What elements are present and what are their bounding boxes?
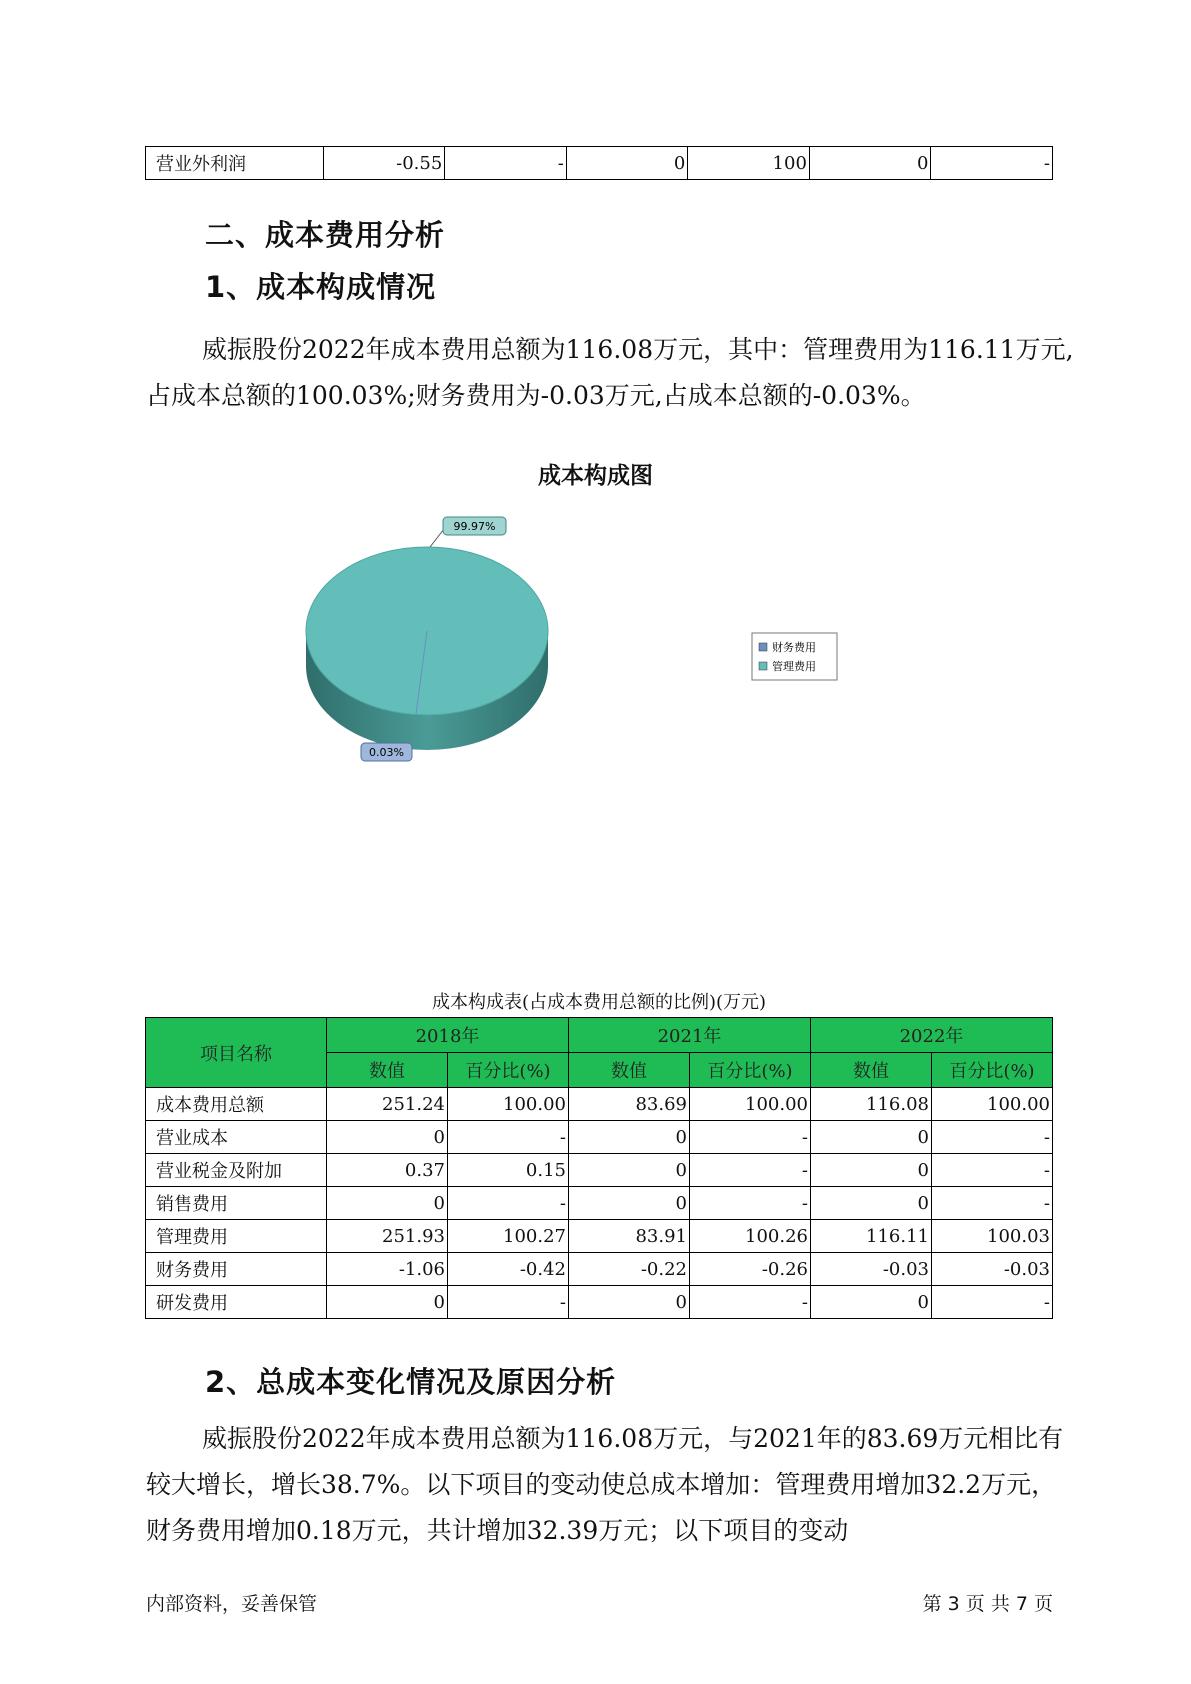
table-row [146, 1220, 1053, 1253]
row-name: 营业外利润 [146, 147, 324, 180]
table-row [146, 1253, 1053, 1286]
cell: - [690, 1286, 811, 1319]
header-year: 2021年 [569, 1018, 811, 1053]
paragraph-2: 威振股份2022年成本费用总额为116.08万元，与2021年的83.69万元相比有较大增长，增长38.7%。以下项目的变动使总成本增加：管理费用增加32.2万元，财务费用增加0.18万元，共计增加32.39万元；以下项目的变动 [146, 1424, 1064, 1545]
header-percent: 百分比(%) [448, 1053, 569, 1088]
cell: 0 [566, 147, 688, 180]
data-label-text: 99.97% [453, 520, 496, 533]
cell: -0.22 [569, 1253, 690, 1286]
row-name: 营业成本 [146, 1121, 327, 1154]
cell: 100.00 [932, 1088, 1053, 1121]
header-value: 数值 [569, 1053, 690, 1088]
cell: 0 [327, 1187, 448, 1220]
header-value: 数值 [811, 1053, 932, 1088]
cell: 0 [569, 1154, 690, 1187]
data-label-text: 0.03% [369, 746, 404, 759]
legend-swatch [759, 643, 767, 651]
cell: 0 [811, 1154, 932, 1187]
table-header-row [146, 1018, 1053, 1053]
header-year: 2018年 [327, 1018, 569, 1053]
cell: -0.26 [690, 1253, 811, 1286]
cell: - [932, 1121, 1053, 1154]
cell: 116.11 [811, 1220, 932, 1253]
cell: 100.00 [448, 1088, 569, 1121]
legend-label: 管理费用 [772, 660, 816, 673]
cell: -0.42 [448, 1253, 569, 1286]
cell: - [932, 1154, 1053, 1187]
table-row [146, 147, 1053, 180]
cell: - [931, 147, 1053, 180]
cell: - [448, 1121, 569, 1154]
cell: 0 [809, 147, 931, 180]
cell: 0 [569, 1121, 690, 1154]
row-name: 营业税金及附加 [146, 1154, 327, 1187]
subsection-title-1: 1、成本构成情况 [205, 270, 437, 304]
header-item-name: 项目名称 [146, 1018, 327, 1088]
section-title: 二、成本费用分析 [205, 218, 446, 252]
cell: - [690, 1154, 811, 1187]
cell: 0 [811, 1187, 932, 1220]
chart-legend [752, 633, 837, 680]
cell: 0 [569, 1187, 690, 1220]
cell: 0.15 [448, 1154, 569, 1187]
data-label-finance [361, 743, 412, 761]
cell: -0.55 [323, 147, 445, 180]
cell: 0 [811, 1286, 932, 1319]
cell: 100.03 [932, 1220, 1053, 1253]
table-caption: 成本构成表(占成本费用总额的比例)(万元) [431, 992, 767, 1013]
row-name: 销售费用 [146, 1187, 327, 1220]
header-percent: 百分比(%) [932, 1053, 1053, 1088]
cell: - [448, 1187, 569, 1220]
footer-confidential: 内部资料，妥善保管 [146, 1593, 318, 1615]
cell: -0.03 [932, 1253, 1053, 1286]
table-row [146, 1187, 1053, 1220]
row-name: 财务费用 [146, 1253, 327, 1286]
cell: -1.06 [327, 1253, 448, 1286]
legend-swatch [759, 662, 767, 670]
table-row [146, 1154, 1053, 1187]
cell: 0.37 [327, 1154, 448, 1187]
cell: - [448, 1286, 569, 1319]
top-table [145, 146, 1053, 180]
cell: 100.26 [690, 1220, 811, 1253]
data-label-management [443, 517, 506, 535]
table-row [146, 1088, 1053, 1121]
cell: 116.08 [811, 1088, 932, 1121]
cell: 0 [327, 1286, 448, 1319]
leader-line [430, 529, 444, 547]
cell: -0.03 [811, 1253, 932, 1286]
cell: 83.91 [569, 1220, 690, 1253]
cell: - [690, 1187, 811, 1220]
subsection-title-2: 2、总成本变化情况及原因分析 [205, 1365, 617, 1399]
cell: 0 [569, 1286, 690, 1319]
table-row [146, 1286, 1053, 1319]
cell: - [932, 1187, 1053, 1220]
paragraph-1: 威振股份2022年成本费用总额为116.08万元，其中：管理费用为116.11万元,占成本总额的100.03%;财务费用为-0.03万元,占成本总额的-0.03%。 [146, 335, 1074, 410]
cell: 100 [688, 147, 810, 180]
row-name: 研发费用 [146, 1286, 327, 1319]
cell: 251.24 [327, 1088, 448, 1121]
footer-page-number: 第 3 页 共 7 页 [922, 1593, 1053, 1615]
cell: 0 [327, 1121, 448, 1154]
legend-label: 财务费用 [772, 641, 816, 654]
row-name: 管理费用 [146, 1220, 327, 1253]
pie-chart [0, 500, 1191, 800]
cell: - [932, 1286, 1053, 1319]
cell: 100.27 [448, 1220, 569, 1253]
header-value: 数值 [327, 1053, 448, 1088]
row-name: 成本费用总额 [146, 1088, 327, 1121]
cell: 251.93 [327, 1220, 448, 1253]
header-year: 2022年 [811, 1018, 1053, 1053]
table-row [146, 1121, 1053, 1154]
cell: 0 [811, 1121, 932, 1154]
cell: 83.69 [569, 1088, 690, 1121]
cost-table [145, 1017, 1053, 1319]
cell: 100.00 [690, 1088, 811, 1121]
cell: - [690, 1121, 811, 1154]
chart-title: 成本构成图 [538, 463, 653, 489]
cell: - [445, 147, 567, 180]
header-percent: 百分比(%) [690, 1053, 811, 1088]
